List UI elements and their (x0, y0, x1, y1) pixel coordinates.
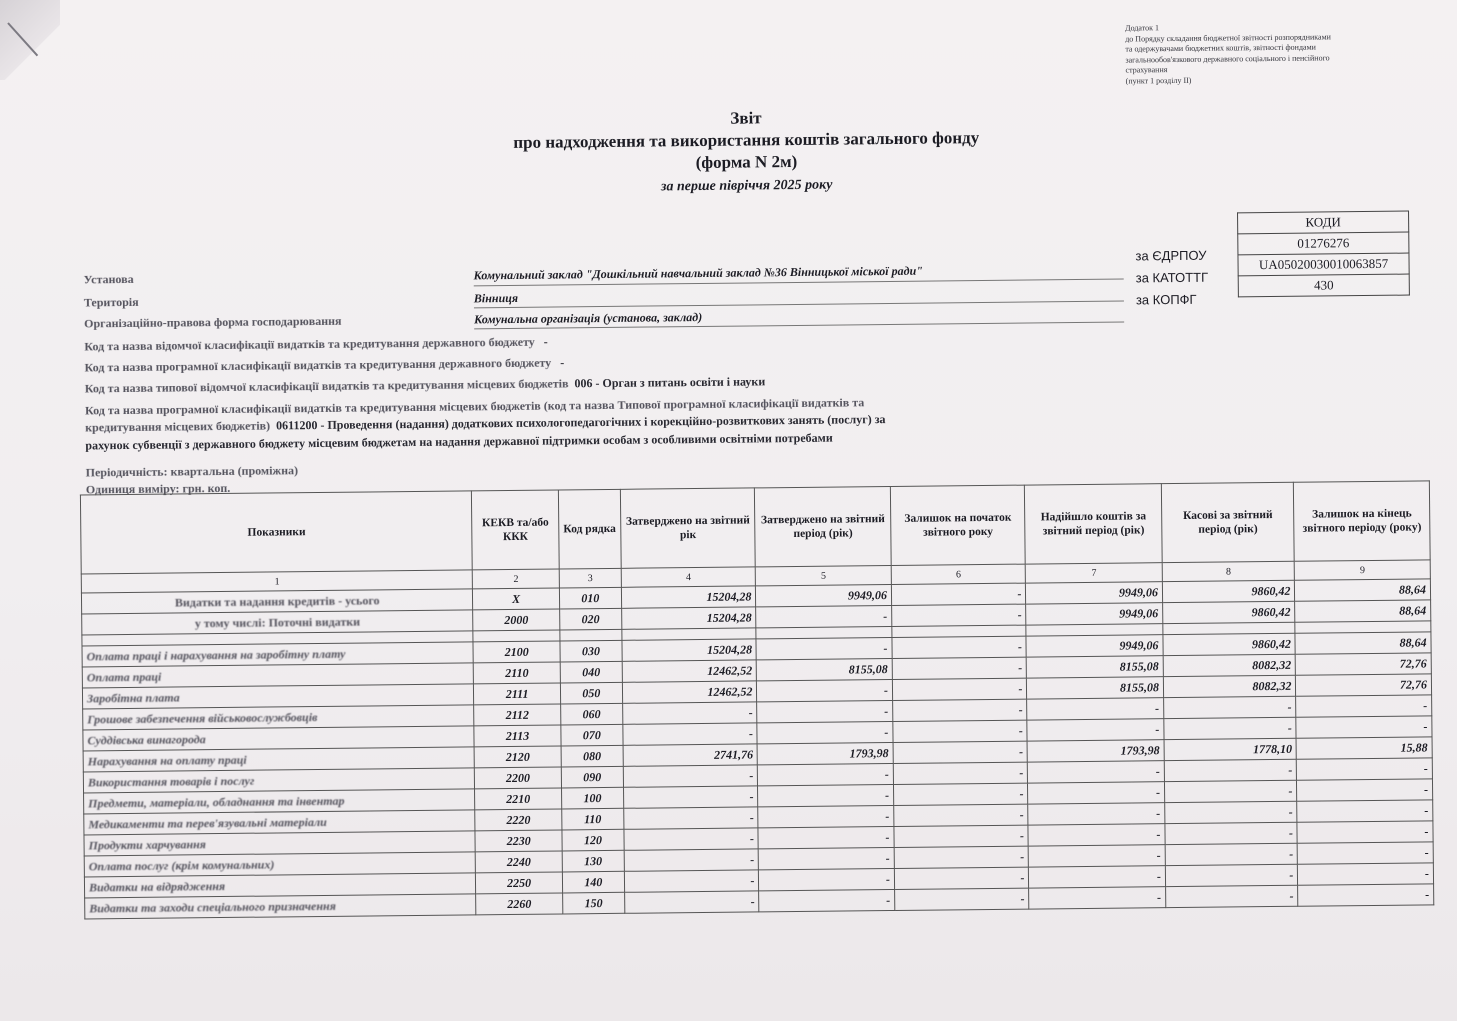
row-value: - (893, 762, 1028, 784)
row-code: 040 (560, 661, 622, 683)
row-value: - (894, 804, 1029, 826)
row-value: 88,64 (1295, 579, 1431, 601)
column-number: 1 (81, 570, 473, 593)
row-kekv: 2111 (474, 683, 561, 705)
row-value: - (759, 889, 895, 911)
unit-label: Одиниця виміру: (85, 481, 180, 497)
row-kekv: 2260 (476, 893, 563, 915)
row-value: - (756, 605, 892, 627)
row-value: - (1029, 845, 1166, 867)
row-name: Оплата послуг (крім комунальних) (84, 852, 476, 877)
column-number: 8 (1162, 561, 1295, 581)
row-value: 1778,10 (1164, 738, 1297, 760)
row-kekv: 2000 (473, 609, 560, 631)
row-value: - (624, 870, 759, 892)
row-name: Оплата праці (82, 663, 474, 688)
row-value: 12462,52 (622, 660, 757, 682)
row-value: - (894, 846, 1029, 868)
row-value: 8155,08 (1027, 656, 1164, 678)
row-value: - (624, 807, 759, 829)
row-code: 110 (561, 808, 623, 830)
row-kekv: 2220 (475, 809, 562, 831)
column-number: 3 (559, 568, 621, 588)
row-value: - (1297, 758, 1433, 780)
row-value: - (1164, 717, 1297, 739)
column-number: 7 (1026, 563, 1163, 583)
row-name: Видатки та надання кредитів - усього (81, 589, 473, 614)
row-value: - (1029, 866, 1166, 888)
row-value: - (894, 825, 1029, 847)
column-number: 6 (891, 564, 1026, 584)
row-kekv: 2200 (475, 767, 562, 789)
title-line-2: про надходження та використання коштів загального фонду (513, 128, 980, 152)
row-value: - (759, 868, 895, 890)
row-value: - (892, 678, 1027, 700)
state-dept-value: - (543, 334, 548, 349)
edrpou-label: за ЄДРПОУ (1135, 247, 1207, 264)
row-value: - (1164, 696, 1297, 718)
codes-labels (1135, 245, 1208, 312)
appendix-line: до Порядку складання бюджетної звітності розпорядниками (1125, 31, 1331, 44)
row-code: 070 (561, 724, 623, 746)
row-value: - (893, 741, 1028, 763)
row-value: - (758, 784, 894, 806)
row-value: - (1028, 824, 1165, 846)
territory-label: Територія (83, 294, 139, 310)
row-name: Заробітна плата (82, 684, 474, 709)
row-value: 8155,08 (1027, 677, 1164, 699)
report-title (426, 104, 1067, 203)
row-value: - (758, 805, 894, 827)
row-value: 12462,52 (622, 681, 757, 703)
row-value: - (893, 783, 1028, 805)
unit-value: грн. коп. (182, 480, 231, 496)
row-value: - (1165, 822, 1298, 844)
codes-header: КОДИ (1238, 211, 1409, 234)
katottg-code: UA05020030010063857 (1238, 253, 1409, 276)
row-code: 080 (561, 745, 623, 767)
row-value: - (1027, 698, 1164, 720)
row-value: - (1296, 716, 1432, 738)
institution-value: Комунальний заклад "Дошкільний навчальний заклад №36 Вінницької міської ради" (473, 263, 923, 283)
row-name: Нарахування на оплату праці (83, 747, 475, 772)
row-kekv: 2230 (475, 830, 562, 852)
local-dept-label: Код та назва типової відомчої класифікації видатків та кредитування місцевих бюджетів (84, 376, 569, 396)
row-kekv: 2113 (474, 725, 561, 747)
row-kekv: 2110 (474, 662, 561, 684)
header-cell: Залишок на початок звітного року (890, 485, 1025, 565)
row-value: - (1166, 885, 1299, 907)
row-code: 060 (560, 703, 622, 725)
row-value: 9860,42 (1162, 580, 1295, 602)
title-line-3: (форма N 2м) (695, 151, 798, 173)
row-value: - (1165, 864, 1298, 886)
periodicity-row (86, 463, 299, 480)
row-value: - (1028, 803, 1165, 825)
row-value: - (1028, 761, 1165, 783)
table-body (81, 579, 1433, 919)
row-name: Видатки та заходи спеціального призначення (85, 894, 477, 919)
appendix-line: загальнообов'язкового державного соціального і пенсійного (1125, 52, 1330, 65)
row-value: 9860,42 (1163, 601, 1296, 623)
row-value: - (1165, 801, 1298, 823)
row-value: - (1297, 779, 1433, 801)
row-name: Використання товарів і послуг (83, 768, 475, 793)
row-kekv: 2210 (475, 788, 562, 810)
header-cell: Касові за звітний період (рік) (1161, 482, 1294, 562)
row-value: - (1297, 800, 1433, 822)
row-value: - (1298, 842, 1434, 864)
row-value: - (1298, 884, 1434, 906)
row-value: - (892, 657, 1027, 679)
row-value: 9949,06 (1026, 582, 1163, 604)
row-name: у тому числі: Поточні видатки (82, 610, 474, 635)
column-number: 4 (621, 567, 756, 587)
row-value: - (1165, 843, 1298, 865)
row-value: - (895, 888, 1030, 910)
row-value: - (1028, 782, 1165, 804)
underline (474, 301, 1124, 309)
row-value: - (1164, 780, 1297, 802)
row-value: 15204,28 (622, 639, 757, 661)
row-name: Видатки на відрядження (84, 873, 476, 898)
katottg-label: за КАТОТТГ (1135, 269, 1209, 286)
row-kekv (473, 630, 559, 642)
row-name: Грошове забезпечення військовослужбовців (83, 705, 475, 730)
row-value: - (892, 636, 1027, 658)
header-cell: Показники (80, 491, 472, 574)
appendix-line: Додаток 1 (1125, 23, 1160, 33)
column-number: 2 (473, 569, 560, 589)
row-value: 88,64 (1295, 632, 1431, 654)
appendix-line: (пункт 1 розділу II) (1125, 75, 1192, 86)
territory-row (83, 290, 519, 311)
row-kekv: X (473, 588, 560, 610)
row-value: 1793,98 (758, 742, 894, 764)
title-line-1: Звіт (730, 108, 762, 128)
row-value: 9860,42 (1163, 633, 1296, 655)
header-cell: Затверджено на звітний рік (620, 488, 755, 568)
row-value: - (623, 723, 758, 745)
row-value: - (892, 604, 1027, 626)
header-cell: Залишок на кінець звітного періоду (року) (1294, 481, 1430, 561)
appendix-line: страхування (1125, 65, 1168, 75)
local-program-value-2: рахунок субвенції з державного бюджету місцевим бюджетам на надання державної підтримки особам з особливими освітніми потребами (85, 430, 833, 453)
row-value: - (623, 786, 758, 808)
row-value: - (757, 679, 893, 701)
row-value: - (624, 849, 759, 871)
kopfg-code: 430 (1238, 274, 1409, 297)
periodicity-label: Періодичність: (85, 464, 168, 480)
row-value: 72,76 (1296, 653, 1432, 675)
row-value: - (757, 700, 893, 722)
row-code: 010 (559, 587, 621, 609)
row-name: Предмети, матеріали, обладнання та інвентар (84, 789, 476, 814)
row-code: 120 (562, 829, 624, 851)
row-value: - (756, 637, 892, 659)
row-value: - (757, 721, 893, 743)
row-value: - (894, 867, 1029, 889)
row-value: 72,76 (1296, 674, 1432, 696)
row-code: 100 (561, 787, 623, 809)
row-value: 8155,08 (757, 658, 893, 680)
row-name: Продукти харчування (84, 831, 476, 856)
row-value: - (893, 720, 1028, 742)
state-dept-row (84, 335, 548, 355)
row-code: 150 (562, 892, 624, 914)
table-header-row (80, 481, 1430, 574)
row-code: 130 (562, 850, 624, 872)
row-kekv: 2120 (475, 746, 562, 768)
row-value: - (891, 583, 1026, 605)
row-kekv: 2100 (473, 641, 560, 663)
institution-row (83, 263, 923, 288)
row-value: 15,88 (1296, 737, 1432, 759)
row-value: - (1298, 863, 1434, 885)
row-kekv: 2250 (476, 872, 563, 894)
local-program-label-1: Код та назва програмної класифікації видатків та кредитування місцевих бюджетів (код та назва Типової програмної класифікації видатків та (84, 395, 865, 418)
org-form-value: Комунальна організація (установа, заклад) (474, 309, 703, 327)
row-code: 090 (561, 766, 623, 788)
column-number: 9 (1295, 560, 1431, 580)
row-value: 9949,06 (1026, 635, 1163, 657)
row-value: - (1164, 759, 1297, 781)
row-value: 2741,76 (623, 744, 758, 766)
row-value: 8082,32 (1163, 654, 1296, 676)
row-value: - (625, 891, 760, 913)
header-cell: Код рядка (558, 489, 621, 569)
header-cell: Затверджено на звітний період (рік) (755, 487, 891, 567)
report-table (80, 480, 1434, 919)
row-value: - (893, 699, 1028, 721)
row-value: 1793,98 (1027, 740, 1164, 762)
row-value: - (1029, 887, 1166, 909)
kopfg-label: за КОПФГ (1135, 291, 1197, 308)
row-value: 88,64 (1295, 600, 1431, 622)
row-value: - (758, 763, 894, 785)
row-value: 9949,06 (756, 585, 892, 607)
row-value: 15204,28 (621, 586, 756, 608)
row-value: - (759, 847, 895, 869)
row-value: 8082,32 (1163, 675, 1296, 697)
state-program-row (85, 355, 565, 375)
institution-label: Установа (83, 271, 134, 287)
row-code: 050 (560, 682, 622, 704)
row-kekv: 2240 (476, 851, 563, 873)
state-dept-label: Код та назва відомчої класифікації видатків та кредитування державного бюджету (84, 334, 535, 354)
org-form-label: Організаційно-правова форма господарювання (84, 313, 342, 331)
row-name: Оплата праці і нарахування на заробітну плату (82, 642, 474, 667)
row-name: Суддівська винагорода (83, 726, 475, 751)
report-period: за перше півріччя 2025 року (660, 177, 833, 195)
row-code: 020 (559, 608, 621, 630)
row-name: Медикаменти та перев'язувальні матеріали (84, 810, 476, 835)
row-value: - (758, 826, 894, 848)
column-number: 5 (756, 566, 892, 586)
local-program-value-1: 0611200 - Проведення (надання) додаткових психологопедагогічних і корекційно-розвиткових занять (послуг) за (275, 412, 886, 433)
row-code (560, 629, 622, 641)
row-code: 140 (562, 871, 624, 893)
state-program-value: - (560, 355, 565, 370)
state-program-label: Код та назва програмної класифікації видатків та кредитування державного бюджету (84, 355, 552, 375)
row-code: 030 (560, 640, 622, 662)
periodicity-value: квартальна (проміжна) (170, 463, 299, 479)
row-value: 9949,06 (1026, 603, 1163, 625)
row-value: - (624, 828, 759, 850)
org-form-row (84, 309, 703, 332)
codes-table (1237, 211, 1410, 298)
appendix-note (1125, 21, 1396, 87)
row-value: - (623, 702, 758, 724)
row-value: 15204,28 (622, 607, 757, 629)
local-dept-row (85, 374, 766, 396)
header-cell: Надійшло коштів за звітний період (рік) (1025, 484, 1162, 564)
row-value: - (623, 765, 758, 787)
local-dept-value: 006 - Орган з питань освіти і науки (574, 374, 766, 391)
local-program-label-2: кредитування місцевих бюджетів) (85, 418, 271, 435)
row-kekv: 2112 (474, 704, 561, 726)
appendix-line: та одержувачами бюджетних коштів, звітності фондами (1125, 42, 1316, 54)
edrpou-code: 01276276 (1238, 232, 1409, 255)
row-value: - (1297, 821, 1433, 843)
row-value: - (1027, 719, 1164, 741)
footer-left (85, 956, 87, 966)
header-cell: КЕКВ та/або ККК (472, 490, 559, 570)
row-value: - (1296, 695, 1432, 717)
territory-value: Вінниця (473, 290, 519, 306)
